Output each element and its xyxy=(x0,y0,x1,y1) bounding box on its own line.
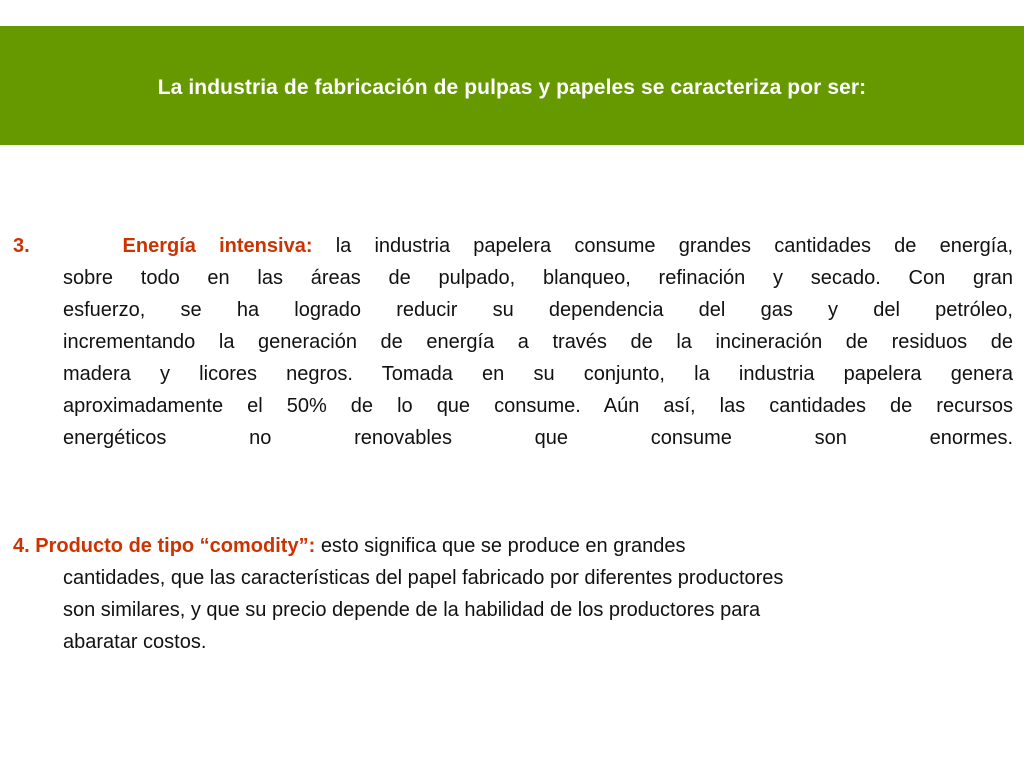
item-4-text-line: abaratar costos. xyxy=(63,631,207,653)
item-3-text-line: energéticos no renovables que consume son enormes. xyxy=(63,427,1013,449)
item-3-number: 3. xyxy=(13,235,30,257)
item-4-text-line: son similares, y que su precio depende de la habilidad de los productores para xyxy=(63,599,761,621)
list-item-3 xyxy=(13,230,1013,454)
item-3-text-line: madera y licores negros. Tomada en su conjunto, la industria papelera genera xyxy=(63,363,1013,385)
item-4-text-line: esto significa que se produce en grandes xyxy=(320,535,686,557)
item-3-term: Energía intensiva: xyxy=(122,235,313,257)
item-3-text-line: sobre todo en las áreas de pulpado, blanqueo, refinación y secado. Con gran xyxy=(63,267,1013,289)
item-3-text-line: aproximadamente el 50% de lo que consume. Aún así, las cantidades de recursos xyxy=(63,395,1013,417)
item-3-text-line: esfuerzo, se ha logrado reducir su dependencia del gas y del petróleo, xyxy=(63,299,1013,321)
item-3-text-line: incrementando la generación de energía a través de la incineración de residuos de xyxy=(63,331,1013,353)
item-3-text-line: la industria papelera consume grandes cantidades de energía, xyxy=(335,235,1013,257)
item-4-first-line xyxy=(13,530,1013,562)
list-item-4 xyxy=(13,530,1013,658)
slide-title: La industria de fabricación de pulpas y papeles se caracteriza por ser: xyxy=(157,75,867,99)
item-4-term: Producto de tipo “comodity”: xyxy=(35,535,316,557)
item-4-number: 4. xyxy=(13,535,30,557)
item-4-text-line: cantidades, que las características del papel fabricado por diferentes productores xyxy=(63,567,784,589)
slide-header xyxy=(0,26,1024,145)
item-3-first-line xyxy=(13,230,1013,262)
